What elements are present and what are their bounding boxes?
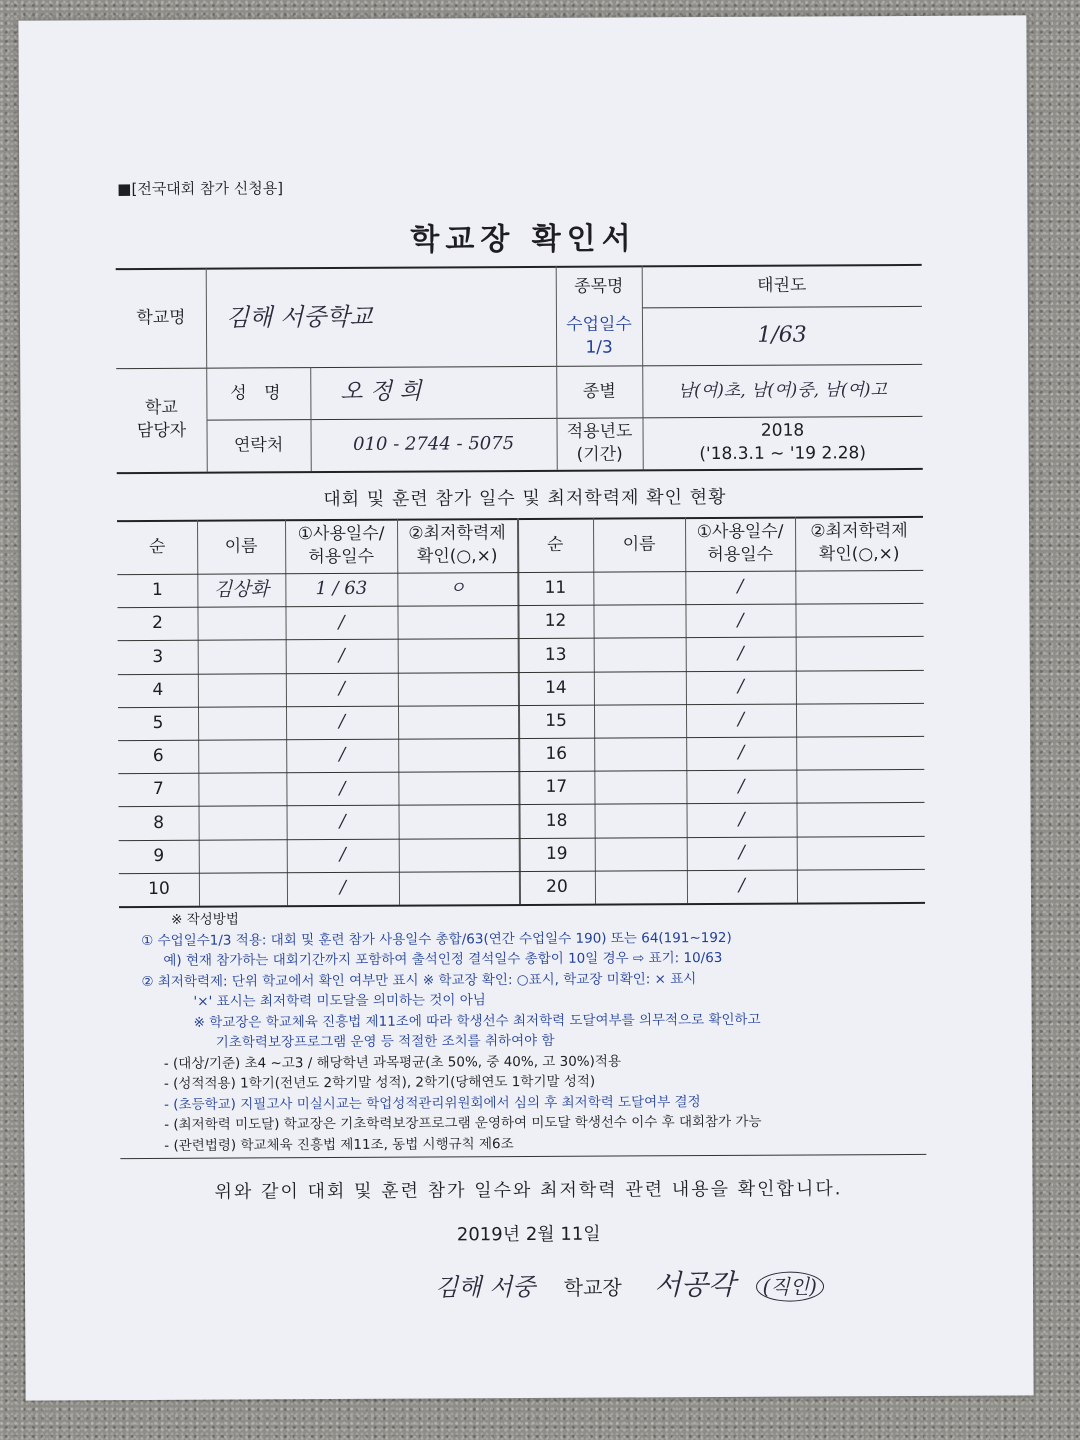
row-name[interactable] (198, 772, 286, 806)
row-no: 13 (544, 644, 567, 665)
row-no: 16 (545, 743, 568, 765)
signature-date: 2019년 2월 11일 (456, 1223, 601, 1246)
document-tag: ■[전국대회 참가 신청용] (117, 179, 284, 199)
row-check[interactable] (796, 703, 924, 737)
row-days[interactable]: / (737, 609, 744, 631)
signature-role: 학교장 (563, 1275, 622, 1300)
confirmation-statement: 위와 같이 대회 및 훈련 참가 일수와 최저학력 관련 내용을 확인합니다. (214, 1178, 843, 1203)
name-value: 오 정 희 (340, 379, 422, 406)
instruction-line: - (초등학교) 지필고사 미실시교는 학업성적관리위원회에서 심의 후 최저학력 도달여부 결정 (164, 1093, 701, 1113)
row-days[interactable]: / (338, 611, 345, 633)
row-name[interactable] (595, 804, 687, 838)
year-label-line1: 적용년도 (566, 421, 633, 442)
row-name[interactable] (594, 737, 686, 771)
row-check[interactable] (796, 670, 924, 704)
row-no: 17 (545, 777, 568, 798)
class-days-label (556, 307, 642, 365)
row-check[interactable] (399, 871, 519, 905)
instructions (141, 906, 942, 1156)
row-check[interactable] (795, 570, 923, 604)
row-no: 19 (545, 843, 568, 864)
row-name[interactable] (197, 606, 285, 640)
row-name[interactable] (198, 640, 286, 674)
type-value: 남(여)초, 남(여)중, 남(여)고 (677, 379, 887, 401)
row-days[interactable]: / (737, 675, 744, 697)
row-days[interactable]: / (737, 576, 744, 598)
year-value (642, 416, 922, 469)
instruction-line: ※ 작성방법 (171, 911, 239, 928)
row-days[interactable]: / (339, 843, 346, 866)
type-label: 종별 (582, 381, 616, 402)
row-name[interactable] (593, 604, 685, 638)
header-check-right: ②최저학력제 확인(○,×) (810, 521, 908, 565)
row-check[interactable] (399, 804, 519, 838)
event-label: 종목명 (574, 276, 624, 297)
row-check[interactable] (398, 771, 518, 805)
instruction-line: - (대상/기준) 초4 ~고3 / 해당학년 과목평균(초 50%, 중 40%, 고 30%)적용 (163, 1053, 622, 1072)
row-no: 10 (148, 878, 170, 899)
instruction-line: ① 수업일수1/3 적용: 대회 및 훈련 참가 사용일수 총합/63(연간 수업일수 190) 또는 64(191~192) (141, 929, 732, 949)
signature-school: 김해 서중 (434, 1272, 536, 1302)
row-days[interactable]: / (338, 644, 345, 666)
year-label (556, 417, 642, 469)
row-name[interactable] (594, 770, 686, 804)
row-check[interactable] (398, 638, 518, 672)
year-value-line2: ('18.3.1 ~ '19 2.28) (699, 443, 867, 465)
row-name[interactable] (198, 673, 286, 707)
row-check[interactable] (398, 738, 518, 772)
row-no: 1 (151, 580, 163, 601)
row-no: 9 (153, 845, 165, 866)
contact-label: 연락처 (233, 434, 284, 456)
instruction-line: - (최저학력 미도달) 학교장은 기초학력보장프로그램 운영하여 미도달 학생선수 이수 후 대회참가 가능 (164, 1113, 762, 1133)
row-no: 5 (152, 712, 164, 733)
class-days-value: 1/63 (757, 322, 807, 348)
row-name[interactable] (199, 839, 287, 873)
instruction-line: 기초학력보장프로그램 운영 등 적절한 조치를 취하여야 함 (215, 1032, 555, 1051)
official-seal: (직인) (756, 1271, 824, 1301)
row-name[interactable] (593, 571, 685, 605)
row-days[interactable]: / (738, 742, 745, 764)
class-days-label-line2: 1/3 (585, 337, 613, 358)
row-no: 15 (545, 710, 567, 731)
row-name[interactable] (198, 706, 286, 740)
school-value: 김해 서중학교 (225, 302, 373, 332)
row-no: 4 (152, 679, 164, 700)
row-name[interactable] (199, 806, 287, 840)
row-days[interactable]: / (737, 709, 745, 731)
header-no-right: 순 (546, 534, 564, 555)
staff-label-line1: 학교 (144, 397, 178, 419)
row-days[interactable]: / (339, 810, 346, 832)
instruction-line: ※ 학교장은 학교체육 진흥법 제11조에 따라 학생선수 최저학력 도달여부를 의무적으로 확인하고 (193, 1011, 761, 1031)
row-name[interactable] (594, 638, 686, 672)
year-value-line1: 2018 (760, 420, 805, 441)
instruction-line: - (관련법령) 학교체육 진흥법 제11조, 동법 시행규칙 제6조 (164, 1135, 514, 1154)
row-no: 7 (152, 779, 164, 800)
instruction-line: ② 최저학력제: 단위 학교에서 확인 여부만 표시 ※ 학교장 확인: ○표시, 학교장 미확인: × 표시 (141, 970, 697, 990)
row-no: 2 (152, 613, 164, 634)
row-days[interactable]: / (738, 808, 745, 830)
staff-label (116, 368, 207, 472)
row-no: 8 (153, 812, 165, 833)
row-name[interactable] (594, 704, 686, 738)
header-name-left: 이름 (224, 535, 258, 557)
instruction-line: '×' 표시는 최저학력 미도달을 의미하는 것이 아님 (193, 992, 486, 1010)
event-value: 태권도 (757, 275, 807, 296)
row-check[interactable] (797, 802, 925, 836)
row-no: 3 (152, 646, 164, 667)
row-no: 14 (545, 677, 567, 698)
row-no: 6 (152, 746, 164, 767)
row-days[interactable]: / (339, 777, 346, 799)
header-days-left: ①사용일수/ 허용일수 (297, 523, 385, 568)
signature-line (435, 1262, 824, 1304)
row-check[interactable]: ㅇ (449, 578, 466, 599)
row-name[interactable] (198, 739, 286, 773)
row-check[interactable] (398, 672, 518, 706)
row-name[interactable]: 김상화 (213, 578, 269, 601)
section-subtitle: 대회 및 훈련 참가 일수 및 최저학력제 확인 현황 (323, 486, 727, 511)
row-no: 18 (545, 810, 568, 831)
row-check[interactable] (797, 869, 925, 903)
row-name[interactable] (595, 837, 687, 871)
header-name-right: 이름 (622, 533, 656, 555)
row-check[interactable] (796, 769, 924, 803)
header-check-left: ②최저학력제 확인(○,×) (408, 523, 506, 567)
row-no: 12 (544, 611, 567, 632)
header-no-left: 순 (148, 536, 166, 557)
row-days[interactable]: / (338, 677, 345, 700)
row-days[interactable]: / (338, 711, 346, 733)
row-check[interactable] (795, 603, 923, 637)
year-label-line2: (기간) (576, 444, 623, 465)
row-days[interactable]: / (339, 744, 346, 766)
row-no: 11 (544, 577, 567, 599)
row-days[interactable]: / (738, 875, 746, 897)
row-no: 20 (546, 876, 568, 897)
instruction-line: - (성적적용) 1학기(전년도 2학기말 성적), 2학기(당해연도 1학기말 성적) (163, 1073, 596, 1092)
row-name[interactable] (594, 671, 686, 705)
row-check[interactable] (397, 605, 517, 639)
contact-value: 010 - 2744 - 5075 (353, 432, 515, 455)
signature-name: 서공각 (653, 1267, 736, 1302)
row-days[interactable]: / (339, 877, 347, 899)
row-check[interactable] (796, 636, 924, 670)
class-days-label-line1: 수업일수 (566, 314, 632, 335)
instruction-line: 예) 현재 참가하는 대회기간까지 포함하여 출석인정 결석일수 총합이 10일 경우 ⇨ 표기: 10/63 (163, 949, 723, 969)
page-title: 학교장 확인서 (410, 221, 637, 258)
row-name[interactable] (199, 872, 287, 906)
school-label: 학교명 (136, 307, 186, 328)
row-check[interactable] (796, 736, 924, 770)
staff-label-line2: 담당자 (136, 420, 187, 442)
name-label: 성 명 (230, 382, 287, 404)
row-name[interactable] (595, 870, 687, 904)
row-check[interactable] (797, 836, 925, 870)
row-days[interactable]: / (738, 775, 745, 797)
row-days[interactable]: / (738, 841, 745, 863)
row-check[interactable] (399, 838, 519, 872)
row-days[interactable]: / (737, 642, 744, 664)
document-page (18, 15, 1033, 1400)
row-days[interactable]: 1 / 63 (315, 578, 368, 600)
row-check[interactable] (398, 705, 518, 739)
header-days-right: ①사용일수/ 허용일수 (696, 521, 784, 566)
